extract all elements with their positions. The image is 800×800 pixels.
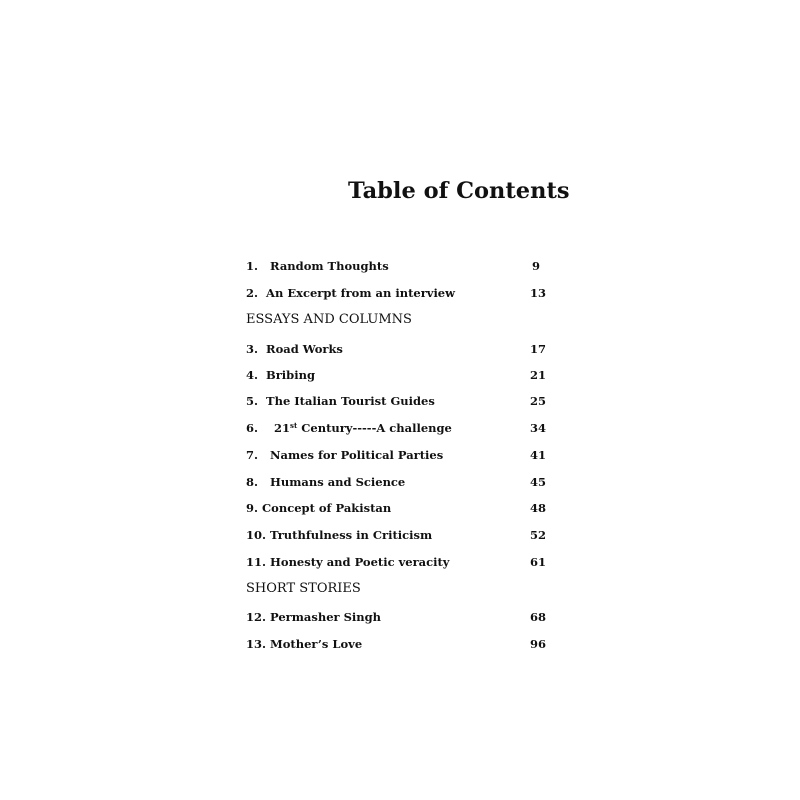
toc-entry-page: 34 bbox=[529, 421, 546, 435]
toc-entry-label: Truthfulness in Criticism bbox=[270, 528, 433, 542]
toc-entry-label: Humans and Science bbox=[270, 475, 406, 489]
toc-entry-number: 13. bbox=[246, 637, 267, 651]
toc-entry-title bbox=[246, 284, 455, 302]
toc-entry-title bbox=[246, 257, 389, 275]
toc-entry-number: 9. bbox=[246, 501, 259, 515]
toc-entry-number: 12. bbox=[246, 610, 267, 624]
toc-entry bbox=[246, 473, 546, 491]
toc-entry-label: Bribing bbox=[266, 368, 315, 382]
toc-entry-title bbox=[246, 499, 391, 517]
toc-entry-title bbox=[246, 340, 343, 358]
toc-entry-title bbox=[246, 635, 362, 653]
toc-entry-page: 21 bbox=[529, 368, 546, 382]
toc-entry-page: 9 bbox=[531, 259, 540, 273]
toc-entry-page: 61 bbox=[529, 555, 546, 569]
section-heading-short-stories: SHORT STORIES bbox=[246, 581, 361, 596]
toc-entry bbox=[246, 635, 546, 653]
toc-entry-page: 48 bbox=[529, 501, 546, 515]
toc-entry bbox=[246, 366, 546, 384]
toc-entry bbox=[246, 526, 546, 544]
toc-entry-title bbox=[246, 419, 452, 437]
page-title: Table of Contents bbox=[348, 178, 570, 204]
toc-entry bbox=[246, 499, 546, 517]
toc-entry-page: 41 bbox=[529, 448, 546, 462]
toc-entry-label: The Italian Tourist Guides bbox=[266, 394, 435, 408]
toc-entry bbox=[246, 419, 546, 437]
toc-entry-label: Random Thoughts bbox=[270, 259, 389, 273]
toc-entry-number: 11. bbox=[246, 555, 267, 569]
toc-entry-label-rest: Century-----A challenge bbox=[297, 421, 452, 435]
toc-entry-page: 52 bbox=[529, 528, 546, 542]
toc-entry-label: Concept of Pakistan bbox=[262, 501, 392, 515]
toc-entry-number: 2. bbox=[246, 286, 259, 300]
toc-entry-page: 17 bbox=[529, 342, 546, 356]
toc-entry bbox=[246, 257, 546, 275]
toc-entry-title bbox=[246, 526, 432, 544]
toc-entry-number: 1. bbox=[246, 259, 259, 273]
toc-entry bbox=[246, 392, 546, 410]
toc-entry-number: 10. bbox=[246, 528, 267, 542]
toc-entry-title bbox=[246, 608, 381, 626]
toc-entry-label: An Excerpt from an interview bbox=[266, 286, 456, 300]
toc-entry-page: 96 bbox=[529, 637, 546, 651]
toc-entry-title bbox=[246, 553, 449, 571]
toc-entry-page: 13 bbox=[529, 286, 546, 300]
toc-entry-label: Honesty and Poetic veracity bbox=[270, 555, 450, 569]
toc-entry-number: 8. bbox=[246, 475, 259, 489]
toc-entry-label-superscript: st bbox=[290, 421, 298, 430]
toc-entry-number: 6. bbox=[246, 421, 259, 435]
toc-entry-number: 3. bbox=[246, 342, 259, 356]
toc-entry-number: 7. bbox=[246, 448, 259, 462]
toc-entry-label: Road Works bbox=[266, 342, 343, 356]
toc-entry bbox=[246, 553, 546, 571]
toc-entry-title bbox=[246, 366, 315, 384]
toc-entry-label: Permasher Singh bbox=[270, 610, 382, 624]
toc-entry-number: 5. bbox=[246, 394, 259, 408]
toc-entry bbox=[246, 340, 546, 358]
toc-entry-title bbox=[246, 392, 435, 410]
toc-entry-label: Names for Political Parties bbox=[270, 448, 444, 462]
toc-entry-page: 68 bbox=[529, 610, 546, 624]
toc-entry-page: 25 bbox=[529, 394, 546, 408]
toc-entry-label-base: 21 bbox=[274, 421, 291, 435]
section-heading-essays-and-columns: ESSAYS AND COLUMNS bbox=[246, 312, 412, 327]
toc-entry-number: 4. bbox=[246, 368, 259, 382]
toc-entry-label: Mother’s Love bbox=[270, 637, 363, 651]
toc-entry-title bbox=[246, 446, 443, 464]
toc-entry bbox=[246, 446, 546, 464]
toc-entry-page: 45 bbox=[529, 475, 546, 489]
toc-entry-title bbox=[246, 473, 405, 491]
toc-entry bbox=[246, 284, 546, 302]
toc-entry bbox=[246, 608, 546, 626]
